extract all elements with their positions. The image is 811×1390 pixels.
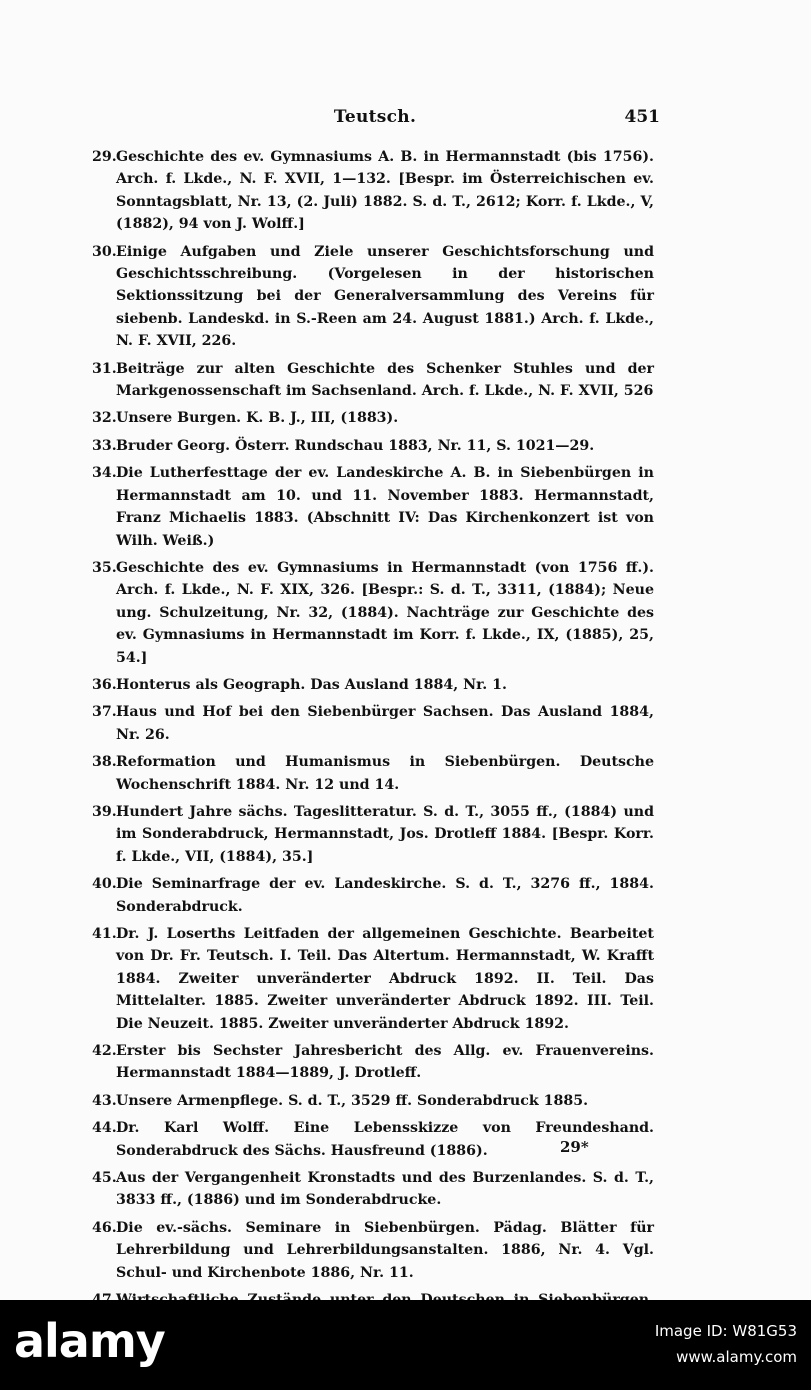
entry-text: Dr. Karl Wolff. Eine Lebensskizze von Freundeshand. Sonderabdruck des Sächs. Hausfreund (1886). — [116, 1120, 654, 1159]
bibliography-entry — [92, 435, 654, 457]
bibliography-entry — [92, 1040, 654, 1085]
running-title: Teutsch. — [333, 107, 417, 127]
signature-mark: 29* — [560, 1138, 589, 1156]
entry-number: 36. — [92, 676, 117, 693]
bibliography-entry — [92, 873, 654, 918]
entry-number: 35. — [92, 559, 117, 576]
bibliography-entry — [92, 1217, 654, 1284]
entry-text: Einige Aufgaben und Ziele unserer Geschichtsforschung und Geschichtsschreibung. (Vorgelesen in der historischen Sektionssitzung bei der Generalversammlung des Vereins für siebenb. Landeskd. in S.-Reen am 24. August 1881.) Arch. f. Lkde., N. F. XVII, 226. — [116, 243, 654, 350]
site-url: www.alamy.com — [676, 1348, 797, 1366]
watermark-banner — [0, 1300, 811, 1390]
entry-number: 33. — [92, 437, 117, 454]
entry-number: 46. — [92, 1219, 117, 1236]
bibliography-entry — [92, 241, 654, 353]
entry-text: Die ev.-sächs. Seminare in Siebenbürgen. Pädag. Blätter für Lehrerbildung und Lehrerbildungsanstalten. 1886, Nr. 4. Vgl. Schul- und Kirchenbote 1886, Nr. 11. — [116, 1219, 654, 1281]
bibliography-entry — [92, 557, 654, 669]
entry-number: 38. — [92, 754, 117, 771]
entry-number: 34. — [92, 465, 117, 482]
entry-number: 29. — [92, 149, 117, 165]
entry-number: 42. — [92, 1043, 117, 1060]
bibliography-entry — [92, 923, 654, 1035]
entry-number: 37. — [92, 704, 117, 721]
bibliography-entry — [92, 358, 654, 403]
entry-text: Erster bis Sechster Jahresbericht des Allg. ev. Frauenvereins. Hermannstadt 1884—1889, J. Drotleff. — [116, 1043, 654, 1082]
entry-text: Unsere Armenpflege. S. d. T., 3529 ff. Sonderabdruck 1885. — [116, 1092, 589, 1109]
page-number: 451 — [624, 107, 660, 127]
entry-text: Reformation und Humanismus in Siebenbürgen. Deutsche Wochenschrift 1884. Nr. 12 und 14. — [116, 754, 654, 793]
bibliography-entry — [92, 1167, 654, 1212]
entry-number: 31. — [92, 360, 117, 377]
entry-text: Unsere Burgen. K. B. J., III, (1883). — [116, 410, 399, 427]
bibliography-entry — [92, 801, 654, 868]
entry-number: 41. — [92, 926, 117, 942]
entry-number: 45. — [92, 1170, 117, 1187]
entry-text: Honterus als Geograph. Das Ausland 1884, Nr. 1. — [116, 676, 507, 693]
entry-text: Dr. J. Loserths Leitfaden der allgemeinen Geschichte. Bearbeitet von Dr. Fr. Teutsch. I. Teil. Das Altertum. Hermannstadt, W. Krafft 1884. Zweiter unveränderter Abdruck 1892. II. Teil. Das Mittelalter. 1885. Zweiter unveränderter Abdruck 1892. III. Teil. Die Neuzeit. 1885. Zweiter unveränderter Abdruck 1892. — [116, 926, 654, 1032]
page-header — [90, 107, 660, 137]
bibliography-entry — [92, 146, 654, 236]
image-id: Image ID: W81G53 — [654, 1322, 797, 1340]
entry-number: 30. — [92, 243, 117, 260]
image-id-block — [655, 1318, 797, 1370]
entry-text: Die Lutherfesttage der ev. Landeskirche A. B. in Siebenbürgen in Hermannstadt am 10. und 11. November 1883. Hermannstadt, Franz Michaelis 1883. (Abschnitt IV: Das Kirchenkonzert ist von Wilh. Weiß.) — [116, 465, 654, 549]
entry-text: Geschichte des ev. Gymnasiums in Hermannstadt (von 1756 ff.). Arch. f. Lkde., N. F. XIX, 326. [Bespr.: S. d. T., 3311, (1884); Neue ung. Schulzeitung, Nr. 32, (1884). Nachträge zur Geschichte des ev. Gymnasiums in Hermannstadt im Korr. f. Lkde., IX, (1885), 25, 54.] — [116, 559, 654, 666]
bibliography-list — [92, 146, 654, 1339]
bibliography-entry — [92, 701, 654, 746]
bibliography-entry — [92, 1090, 654, 1112]
entry-text: Bruder Georg. Österr. Rundschau 1883, Nr. 11, S. 1021—29. — [116, 437, 595, 454]
entry-text: Haus und Hof bei den Siebenbürger Sachsen. Das Ausland 1884, Nr. 26. — [116, 704, 654, 743]
entry-text: Die Seminarfrage der ev. Landeskirche. S. d. T., 3276 ff., 1884. Sonderabdruck. — [116, 876, 654, 915]
bibliography-entry — [92, 751, 654, 796]
entry-number: 32. — [92, 410, 117, 427]
entry-text: Beiträge zur alten Geschichte des Schenker Stuhles und der Markgenossenschaft im Sachsenland. Arch. f. Lkde., N. F. XVII, 526 — [116, 360, 654, 400]
entry-text: Aus der Vergangenheit Kronstadts und des Burzenlandes. S. d. T., 3833 ff., (1886) und im Sonderabdrucke. — [116, 1170, 654, 1209]
entry-number: 39. — [92, 803, 117, 820]
alamy-logo: alamy — [14, 1314, 165, 1368]
bibliography-entry — [92, 462, 654, 552]
entry-number: 44. — [92, 1120, 117, 1137]
entry-number: 43. — [92, 1092, 117, 1109]
entry-number: 40. — [92, 876, 117, 893]
bibliography-entry — [92, 674, 654, 696]
entry-text: Hundert Jahre sächs. Tageslitteratur. S. d. T., 3055 ff., (1884) und im Sonderabdruck, Hermannstadt, Jos. Drotleff 1884. [Bespr. Korr. f. Lkde., VII, (1884), 35.] — [116, 803, 654, 865]
entry-text: Geschichte des ev. Gymnasiums A. B. in Hermannstadt (bis 1756). Arch. f. Lkde., N. F. XVII, 1—132. [Bespr. im Österreichischen ev. Sonntagsblatt, Nr. 13, (2. Juli) 1882. S. d. T., 2612; Korr. f. Lkde., V, (1882), 94 von J. Wolff.] — [116, 149, 654, 233]
bibliography-entry — [92, 407, 654, 429]
